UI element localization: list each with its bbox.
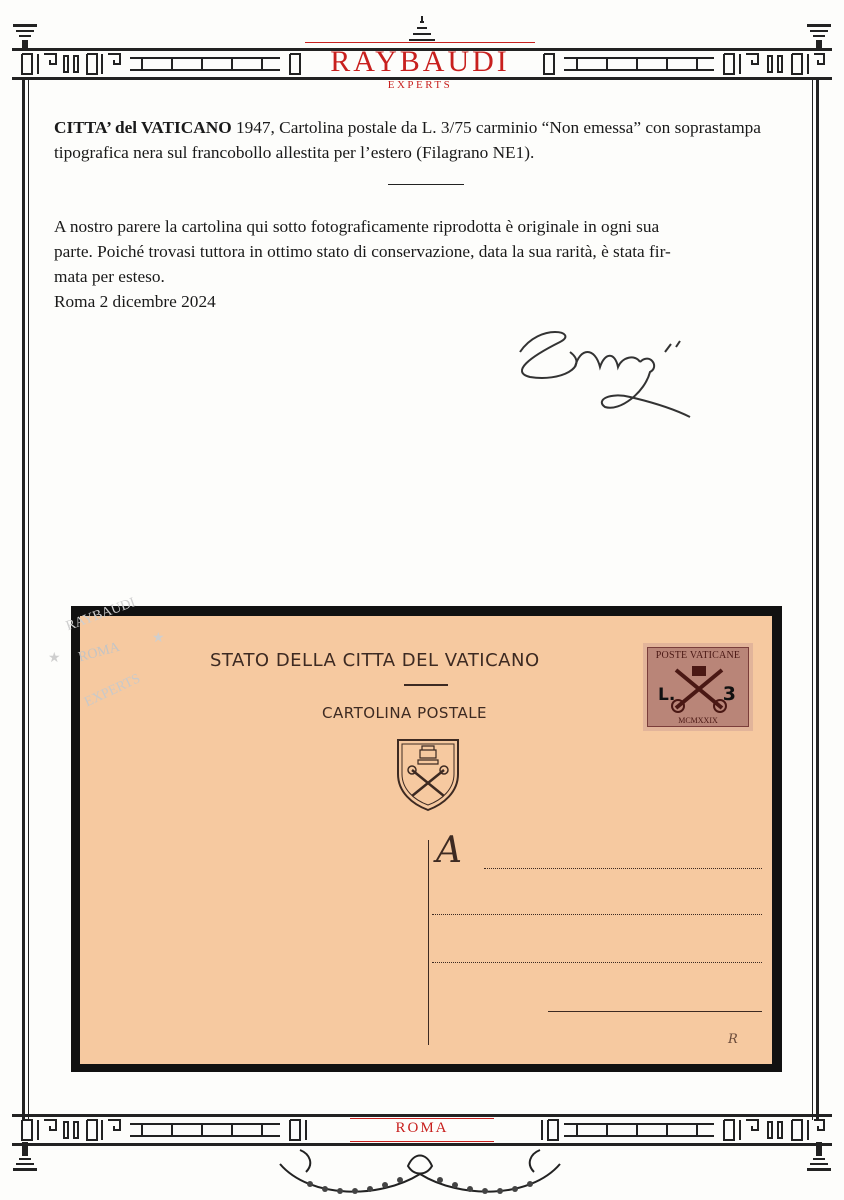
postcard-subtitle: CARTOLINA POSTALE xyxy=(322,704,488,722)
corner-post-bottom-right xyxy=(804,1142,834,1176)
handwritten-signature xyxy=(500,312,700,432)
stamp-year-roman: MCMXXIX xyxy=(678,716,718,725)
footer-city: ROMA xyxy=(395,1120,449,1136)
certificate-title: CITTA’ del VATICANO xyxy=(54,118,232,137)
seal-text-middle: ROMA xyxy=(76,639,122,666)
corner-post-top-left xyxy=(10,20,40,50)
address-line-4 xyxy=(548,1011,762,1012)
brand-name: RAYBAUDI xyxy=(330,45,510,78)
seal-text-bottom: EXPERTS xyxy=(82,671,143,711)
separator-rule xyxy=(388,184,464,185)
opinion-line-1: A nostro parere la cartolina qui sotto fotograficamente riprodotta è originale in ogni sua xyxy=(54,217,660,236)
brand-block xyxy=(295,42,545,92)
address-line-1 xyxy=(484,868,762,869)
frame-right-inner-border xyxy=(812,80,813,1120)
laurel-garland-ornament xyxy=(270,1144,570,1200)
corner-post-bottom-left xyxy=(10,1142,40,1176)
address-line-2 xyxy=(432,914,762,915)
stamp-design xyxy=(647,647,749,727)
frame-right-border xyxy=(816,80,819,1120)
embossed-seal-watermark xyxy=(22,590,182,730)
seal-star-icon: ★ xyxy=(48,651,61,666)
certificate-description xyxy=(54,115,794,165)
corner-post-top-right xyxy=(804,20,834,50)
address-prefix: A xyxy=(436,830,462,871)
brand-subtitle: EXPERTS xyxy=(387,79,453,91)
postcard-title: STATO DELLA CITTA DEL VATICANO xyxy=(210,650,540,671)
opinion-line-2: parte. Poiché trovasi tuttora in ottimo stato di conservazione, data la sua rarità, è stata fir- xyxy=(54,242,671,261)
certificate-title-detail: 1947, Cartolina postale da L. 3/75 carminio “Non emessa” con soprastampa tipografica nera sul francobollo allestita per l’estero (Filagrano NE1). xyxy=(54,118,761,162)
seal-text-top: RAYBAUDI xyxy=(64,595,138,635)
crossed-keys-icon xyxy=(670,664,728,714)
crown-ornament-top xyxy=(405,14,439,44)
seal-star-icon-2: ★ xyxy=(152,631,165,646)
address-line-3 xyxy=(432,962,762,963)
postage-stamp xyxy=(643,643,753,731)
certificate-opinion xyxy=(54,214,794,314)
opinion-line-3: mata per esteso. xyxy=(54,267,165,286)
brand-rule-top xyxy=(305,42,535,43)
stamp-country-text: POSTE VATICANE xyxy=(655,650,741,661)
postcard-title-dash xyxy=(404,684,448,686)
divider-vertical-line xyxy=(428,840,429,1045)
vatican-coat-of-arms-icon xyxy=(394,736,462,812)
corner-pencil-mark: R xyxy=(728,1032,738,1047)
overprint-value: 3 xyxy=(722,683,736,705)
place-date: Roma 2 dicembre 2024 xyxy=(54,292,216,311)
overprint-currency: L. xyxy=(658,685,676,705)
